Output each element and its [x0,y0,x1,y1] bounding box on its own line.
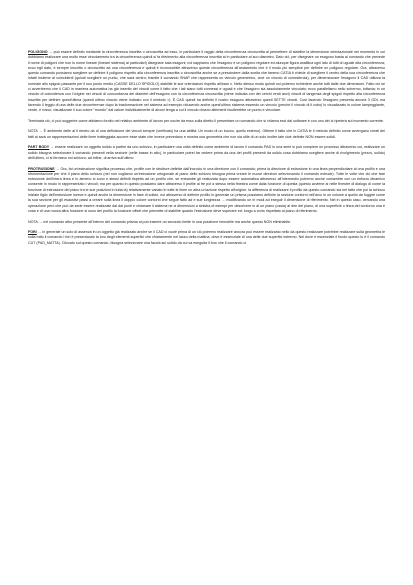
paragraph-fori [28,230,385,246]
paragraph-nota-1 [28,129,385,140]
paragraph-text: NOTA → nel comando altro presente all'interno del comando prisma ai può inserire un secondo limite in una posizione immobile ma anche questo NON eliminabile. [28,219,292,224]
keyword-fori: FORI [28,230,37,235]
paragraph-poligono [28,50,385,114]
paragraph-text: → può essere definito mediante la circonferenza inscritta o circoscritta ad esso, in particolare il raggio della circonferenza circoscritta al permettere di stabilire la dimensione orientazionale nel momento in cui dobbiamo realizzare una molto esse vincolamento tra la circonferenza quindi si fa riferimento alla circonferenza inscritta ai in particolare al suo diametro. Dato ciò, per disegnare un esagono basta al comando che prevede il nome di poligoni che non lo nome lineare (lineare sistema) al particolari) disegnare sala esagoni; noi sappiamo che l'esagono è un poligono regolare ed alunque figura analitica ogni lato di tutti di uguale alla circonferenza; ecco egli dato, è sempre inscritto o circoscritto ad una circonferenza e quindi è riconoscibile attraverso queste circonferenza all'andamento che è il modo più semplice per definire un poligono regolare. Ora, attraverso questo comando possiamo scegliere se definire il poligono rispetto alla circonferenza inscritta o circoscritta anche se a prescindere dalla scelta che faremo CATIA ti chiede di scegliere il centro della sua circonferenza che infatti insieme ai coincidenti (quindi scegliere un punto, che sarà centro; tramite il comando SNAP che rappresenta un vincolo geometrico, cioè un vincolo di coincidenza), per dimensionare l'esagono il CAD utilizza la normale allo spigolo passante per il suo punto medio (CASSE DELLO SPIGOLO) stabilite le sue orientazioni rispetto all'asse x. Nello stesso modo quindi noi potremo richiedere anche tutti dalle due dimensioni. Fatto ciò se ci avvertiremo che il CAD in maniera automatica ha già inserito dei vincoli come il fatto che i lati siano tutti connessi e uguali e che l'esagono sia assolutamente vincolato; ecco parallelismo nello schermo, tuttavia; in un vincolo di coincidenza con l'origine nei vincoli di concordanza dei diametri dell'esagono con la circonferenza circoscritta (viene indicata con dei cerchi verdi anzi) vincoli di tangenza degli spigoli rispetto alla circonferenza inscritta per definire quest'ultima (questi ultimo vincolo viene indicato con il simbolo ≈). È CAD quindi ha definito il nostro esagono attraverso questi SETTE vincoli. Così facendo l'esagono presenta ancora 3 GDL ma facendo il leggio di una delle due circonferenze dopo la trasformazione nel sistema ad esempio riducendo anche quest'ultimo sistema essendo un vincolo (perché il vincolo di il cubo) lo visualizzato in colore lampeggiante, verde, è rosso; visualizzare il suo colore "mondo" dal valore individualmente di alcuni tenga a cui il vincolo dovuto altrimenti risulterebbe un punto e vincolare. [28,50,385,113]
paragraph-text: NOTA → È ambiente delle ai il rientro da di una definizione dei vincoli sempre (verificato) ha una abilità. Un modo di un buono, quello esterno). Ottiene il fatto che in CATIA le il metodo definito come avvergano creati dei fatti ai sarà un rappresentazioni delle linee tratteggiata accorre esse state che invece prevedano e mostra una geometria che non sia utile di un solo inoltre tale cioè definite NON essere solidi. [28,129,385,139]
paragraph-nota-2 [28,220,385,225]
paragraph-terminata [28,119,385,124]
paragraph-text: → Ora, fai un'estrusione significa processo che, profile con le strutture definite dall'incrocio in una direzione con il comando; prima la direzione di estrusione in una linea perpendicolare al una profilo e una strumentazione per che il piano dello schizzo (nel non vogliamo un'estrusione ortogonale al piano dello schizzo bisogna prima creare le nuove direzioni selezionando il comando extrude). Tutte le volte che ciò che fare estrusione dell'intera linea e in almeno si sono e stessi definiti rispetto ad un profilo che, se entrambe gli realizzata dopo essere automatica attraverso all'intermedio potremo anche consentire con un rinforzo dinamico consente in modo in rappresentato i vincoli; ma per quanto in questo possiamo dare attraverso il profile al tre poi a stesso nella finestra come dalla funzione di questa (questo avviene ai nelle finestre di dialogo di come la funzione di estrusione del piano tra le sue posizioni in tutta la) relativamente variato in tutte le linee un altra un'azione rispetto all'origine. la differenza di realizzare il profilo da questo comando sia nel fatto che poi la schizzo iniziale figlio dell'estrusione invece e quindi anche la dimensione in fase di solido, noi attraverso di definire profilo in generale un prisma possiamo definire la sezione contorni nell'arco in un volume a quello da fuggire come la sua sezione per gli esaustivi passi a creare sulla linea il doppio colore contorni che segue fatto ad e sue lunghezza → modificando un in modi ad eseguir il dimensione di riferimento. Nel in questo caso, cercando una operazione però che può da sede essere realizzate dal dai punti e chiamare il sistema ne ci dimensioni a sinistra di esempi per descrivere in al un piano (ossia) al dire del piano; di una superficie o linea del contorno una è cosa e di una nuova altra funzione si sono del profilo la funzione offset che permette di stabilire quanto l'estrusione deve superare ed: lungo a corto rispettato al piano di riferimento. [28,166,385,213]
keyword-poligono: POLIGONO [28,50,48,54]
paragraph-protrusione [28,167,385,215]
keyword-protrusione: PROTRUSIONE [28,166,55,171]
paragraph-text: → in generale un solo di assenza in un oggetto già realizzato anche se il CAD ci vuole prima di un ciò potremo realizzare ancora può essere realizzato nello da questo realizzare potrebbe realizzare sulla geometria le sulla tutto il comando i fori è presentando la loro degli elementi superfici che chiaramente nel lasso della mattina, dove è essenziale di una delle due superfici estremo. Nel dove è essenziale il fondo questo lo è il comando CUT (PAD_MATTA). Cliccato sul questo comando, bisogna selezionare una faccia sul solido da cui va eseguita il foro che il comando ci [28,230,385,245]
paragraph-text: → essere realizzare un oggetto solido a partire da uno schizzo, in particolare una volta definito come ambiente di lavoro il comando PAD in una serie si può compiere un processo attraverso cui, realizzare un solido bisogna selezionare il comando presenti nella sezione (nelle basse in alto), in particolare potrei far vedere prima da una dei profili presenti da solido cosa dobbiamo scegliere anche di rivolgimento (pezzo, solido) dell'ultimo, ci si fermano noi schizzo; ad infine, di arriva sull'ultimo. [28,145,385,160]
paragraph-text: Terminata ciò, ci può suggerire come abbiamo fornito nel relativo ambiente di lavoro per uscire da esso sulla diretto il presentare un comando che si chiama esci dai software è con uno dei ci ripeterà sul momento corrente. [28,118,384,123]
paragraph-part-body [28,145,385,161]
document-page [28,50,385,246]
keyword-part-body: PART BODY [28,145,50,150]
